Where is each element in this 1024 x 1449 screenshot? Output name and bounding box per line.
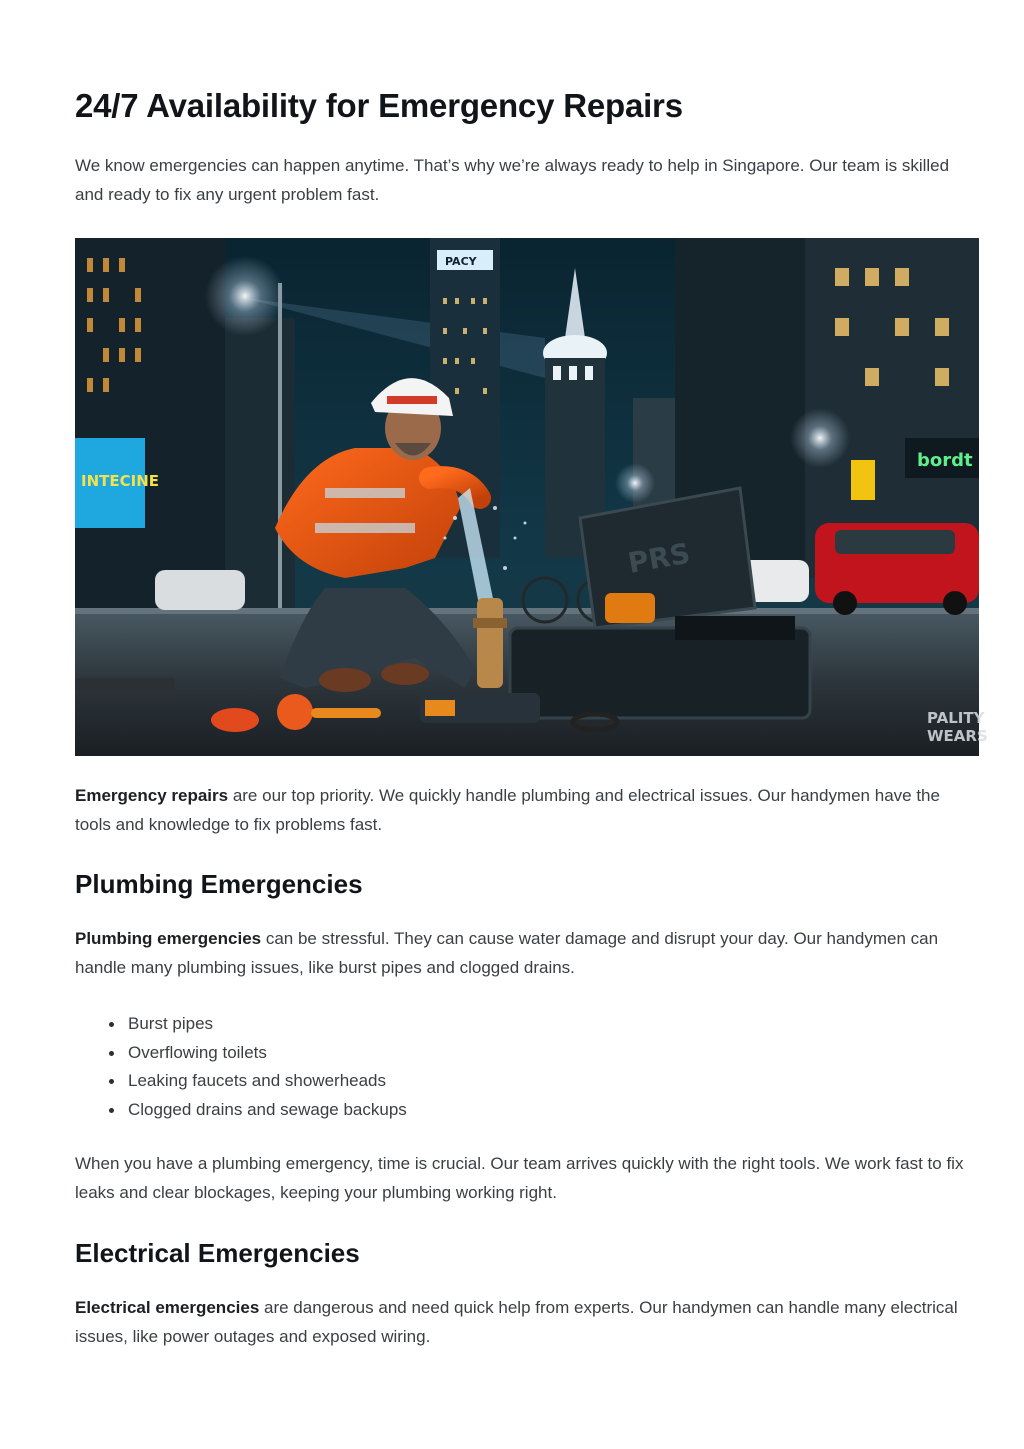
emergency-repairs-text: are our top priority. We quickly handle plumbing and electrical issues. Our handymen have the tools and knowledge to fix problems fast. <box>75 786 940 834</box>
plumbing-heading: Plumbing Emergencies <box>75 869 363 899</box>
list-item: Burst pipes <box>128 1010 407 1039</box>
emergency-repairs-paragraph <box>75 782 975 839</box>
page-title: 24/7 Availability for Emergency Repairs <box>75 87 683 124</box>
electrical-lead: Electrical emergencies <box>75 1298 260 1317</box>
list-item: Leaking faucets and showerheads <box>128 1067 407 1096</box>
watermark-line1: PALITY <box>927 709 985 727</box>
billboard-sign: INTECINE <box>81 472 160 490</box>
hero-image <box>75 238 988 756</box>
electrical-paragraph <box>75 1294 975 1351</box>
list-item: Clogged drains and sewage backups <box>128 1096 407 1125</box>
plumbing-paragraph <box>75 925 975 982</box>
plumbing-lead: Plumbing emergencies <box>75 929 262 948</box>
toolbox-label: PRS <box>625 536 693 580</box>
plumbing-text: can be stressful. They can cause water damage and disrupt your day. Our handymen can handle many plumbing issues, like burst pipes and clogged drains. <box>75 929 939 977</box>
plumbing-closing-paragraph: When you have a plumbing emergency, time is crucial. Our team arrives quickly with the right tools. We work fast to fix leaks and clear blockages, keeping your plumbing working right. <box>75 1154 964 1202</box>
watermark-line2: WEARS <box>927 727 988 745</box>
electrical-heading: Electrical Emergencies <box>75 1238 360 1268</box>
emergency-repairs-lead: Emergency repairs <box>75 786 229 805</box>
tower-sign: PACY <box>445 255 477 268</box>
electrical-text: are dangerous and need quick help from experts. Our handymen can handle many electrical issues, like power outages and exposed wiring. <box>75 1298 958 1346</box>
plumbing-list <box>75 1010 407 1124</box>
intro-paragraph: We know emergencies can happen anytime. That’s why we’re always ready to help in Singapore. Our team is skilled and ready to fix any urgent problem fast. <box>75 156 950 204</box>
list-item: Overflowing toilets <box>128 1039 407 1068</box>
shop-sign: bordt <box>917 450 973 471</box>
